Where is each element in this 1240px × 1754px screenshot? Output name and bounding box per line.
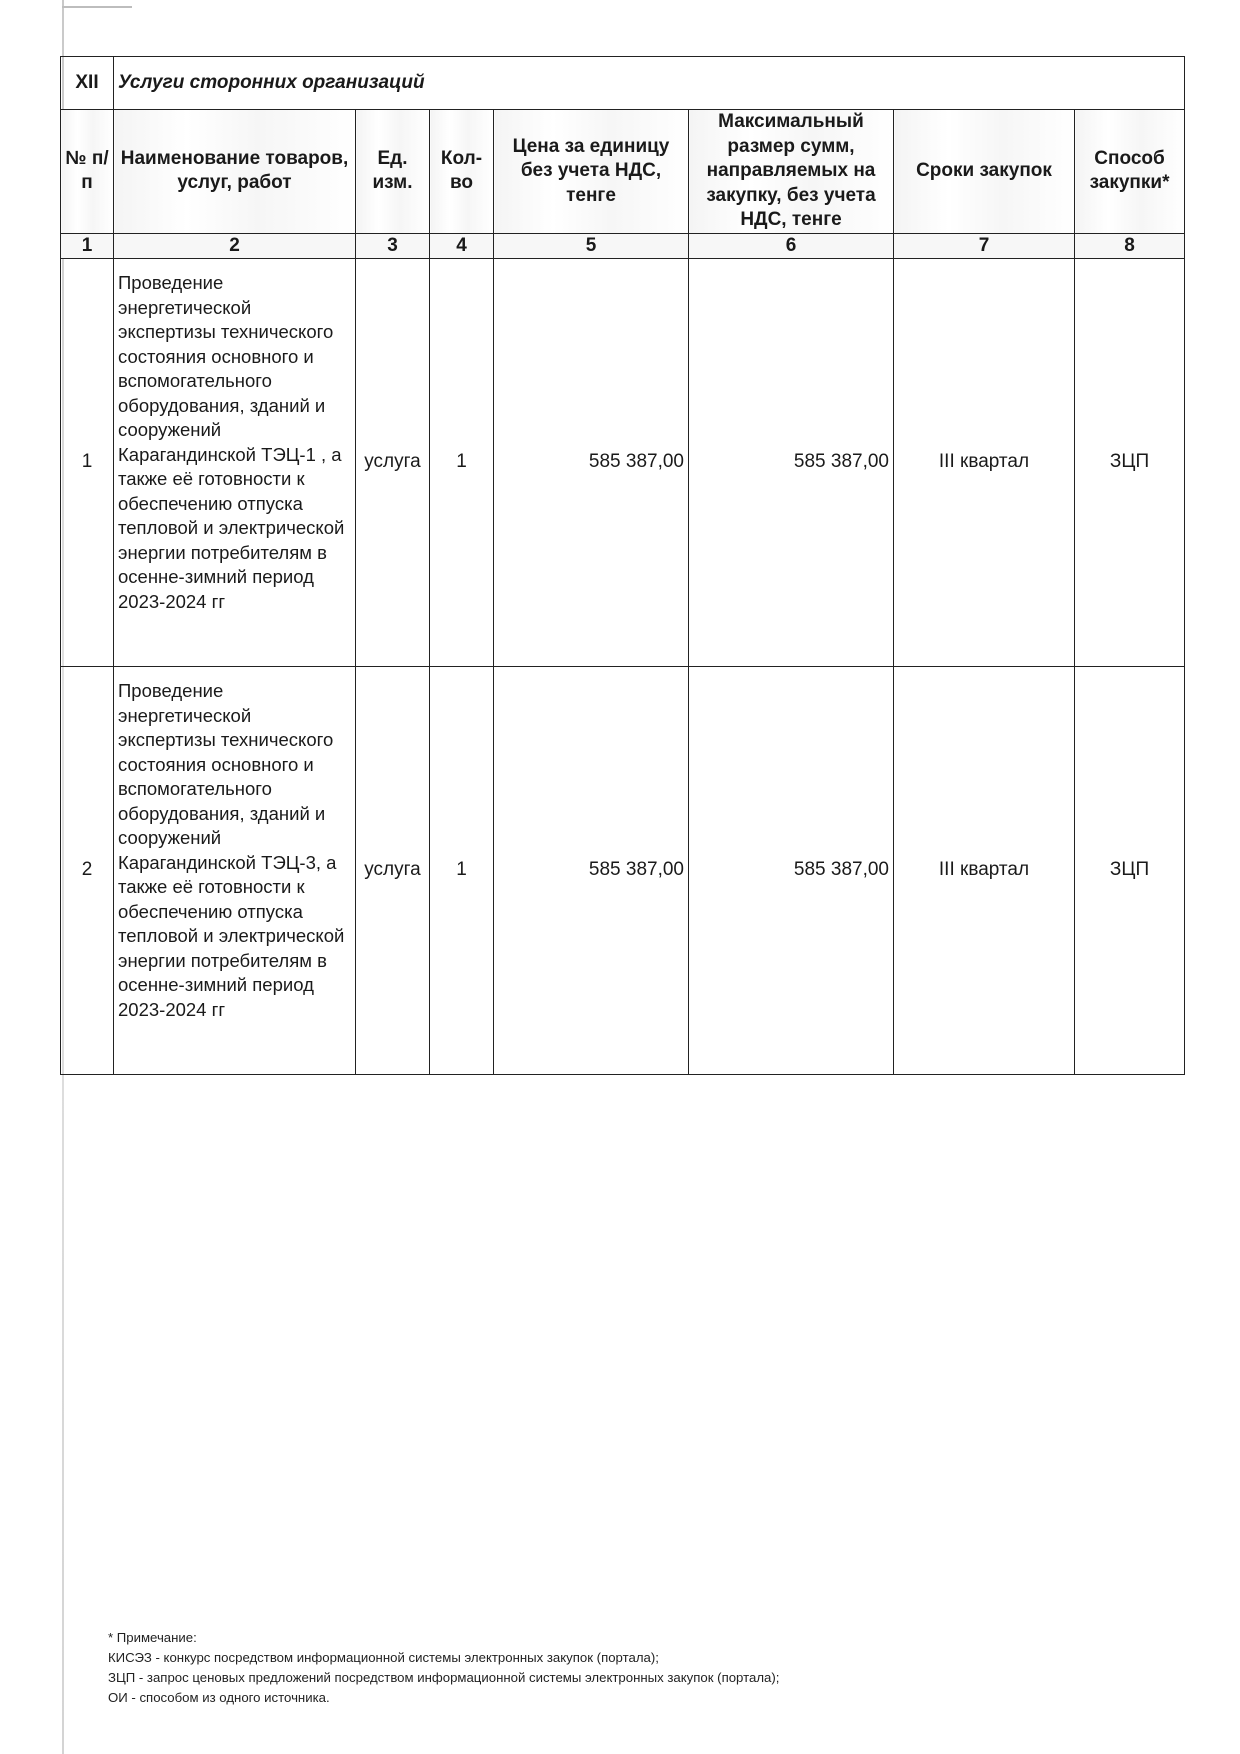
row-unit: услуга (356, 667, 430, 1075)
section-title: Услуги сторонних организаций (114, 57, 1185, 110)
header-method: Способ закупки* (1075, 110, 1185, 234)
header-name: Наименование товаров, услуг, работ (114, 110, 356, 234)
header-num: № п/п (61, 110, 114, 234)
row-name: Проведение энергетической экспертизы технического состояния основного и вспомогательного оборудования, зданий и сооружений Карагандинской ТЭЦ-1 , а также её готовности к обеспечению отпуска тепловой и электрической энергии потребителям в осенне-зимний период 2023-2024 гг (114, 259, 356, 667)
row-max-sum: 585 387,00 (689, 259, 894, 667)
column-number: 4 (430, 233, 494, 259)
column-number: 3 (356, 233, 430, 259)
procurement-table (60, 56, 1185, 1075)
footnote-line: КИСЭЗ - конкурс посредством информационной системы электронных закупок (портала); (108, 1650, 659, 1665)
row-method: ЗЦП (1075, 259, 1185, 667)
footnote-title: * Примечание: (108, 1630, 197, 1645)
row-name: Проведение энергетической экспертизы технического состояния основного и вспомогательного оборудования, зданий и сооружений Карагандинской ТЭЦ-3, а также её готовности к обеспечению отпуска тепловой и электрической энергии потребителям в осенне-зимний период 2023-2024 гг (114, 667, 356, 1075)
column-number: 6 (689, 233, 894, 259)
column-number-row (61, 233, 1185, 259)
header-qty: Кол-во (430, 110, 494, 234)
row-number: 1 (61, 259, 114, 667)
table-row (61, 259, 1185, 667)
row-method: ЗЦП (1075, 667, 1185, 1075)
table-row (61, 667, 1185, 1075)
footnote-line: ОИ - способом из одного источника. (108, 1690, 330, 1705)
footnote-line: ЗЦП - запрос ценовых предложений посредством информационной системы электронных закупок (портала); (108, 1670, 780, 1685)
header-price: Цена за единицу без учета НДС, тенге (494, 110, 689, 234)
section-row (61, 57, 1185, 110)
row-unit: услуга (356, 259, 430, 667)
column-number: 1 (61, 233, 114, 259)
column-number: 2 (114, 233, 356, 259)
row-number: 2 (61, 667, 114, 1075)
footnote (108, 1628, 1108, 1708)
scan-edge-top (62, 6, 132, 8)
row-period: III квартал (894, 667, 1075, 1075)
row-price: 585 387,00 (494, 667, 689, 1075)
row-period: III квартал (894, 259, 1075, 667)
section-number: XII (61, 57, 114, 110)
row-qty: 1 (430, 259, 494, 667)
column-number: 7 (894, 233, 1075, 259)
row-price: 585 387,00 (494, 259, 689, 667)
header-period: Сроки закупок (894, 110, 1075, 234)
column-number: 5 (494, 233, 689, 259)
column-number: 8 (1075, 233, 1185, 259)
header-unit: Ед. изм. (356, 110, 430, 234)
row-qty: 1 (430, 667, 494, 1075)
header-row (61, 110, 1185, 234)
row-max-sum: 585 387,00 (689, 667, 894, 1075)
header-max-sum: Максимальный размер сумм, направляемых на закупку, без учета НДС, тенге (689, 110, 894, 234)
